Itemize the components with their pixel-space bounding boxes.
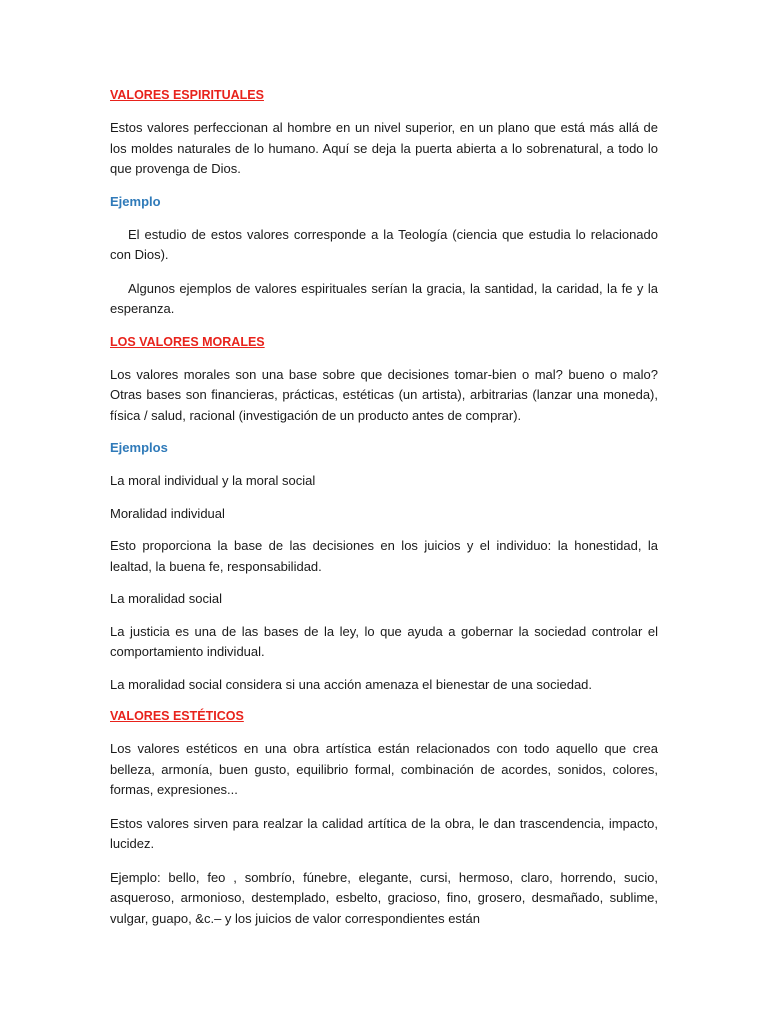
paragraph-espirituales-body: Estos valores perfeccionan al hombre en un nivel superior, en un plano que está más allá de los moldes naturales de lo humano. Aquí se deja la puerta abierta a lo sobrenatural, a todo lo que provenga de Dios. [110, 120, 658, 176]
example-label-morales: Ejemplos [110, 440, 168, 455]
heading-valores-espirituales: VALORES ESPIRITUALES [110, 88, 264, 102]
paragraph-esteticos-1: Los valores estéticos en una obra artística están relacionados con todo aquello que crea belleza, armonía, buen gusto, equilibrio formal, combinación de acordes, sonidos, colores, formas, expresiones... [110, 741, 658, 797]
paragraph-morales-3: Esto proporciona la base de las decisiones en los juicios y el individuo: la honestidad, la lealtad, la buena fe, responsabilidad. [110, 538, 658, 574]
paragraph-morales-1: La moral individual y la moral social [110, 473, 316, 488]
paragraph-espirituales-example-2: Algunos ejemplos de valores espirituales serían la gracia, la santidad, la caridad, la fe y la esperanza. [110, 280, 658, 316]
paragraph-morales-5: La justicia es una de las bases de la ley, lo que ayuda a gobernar la sociedad controlar el comportamiento individual. [110, 623, 658, 659]
paragraph-espirituales-example-1: El estudio de estos valores corresponde a la Teología (ciencia que estudia lo relacionado con Dios). [110, 226, 658, 262]
paragraph-morales-4: La moralidad social [110, 591, 223, 606]
heading-valores-morales: LOS VALORES MORALES [110, 334, 265, 349]
heading-valores-esteticos: VALORES ESTÉTICOS [110, 709, 244, 723]
paragraph-morales-6: La moralidad social considera si una acción amenaza el bienestar de una sociedad. [110, 676, 593, 692]
paragraph-morales-2: Moralidad individual [110, 505, 225, 521]
paragraph-esteticos-2: Estos valores sirven para realzar la calidad artítica de la obra, le dan trascendencia, impacto, lucidez. [110, 815, 658, 851]
document-page [110, 86, 658, 942]
paragraph-morales-body: Los valores morales son una base sobre que decisiones tomar-bien o mal? bueno o malo? Otras bases son financieras, prácticas, estéticas (un artista), arbitrarias (lanzar una moneda), física / salud, racional (investigación de un producto antes de comprar). [110, 366, 658, 423]
example-label-espirituales: Ejemplo [110, 193, 161, 209]
paragraph-esteticos-3: Ejemplo: bello, feo , sombrío, fúnebre, elegante, cursi, hermoso, claro, horrendo, sucio, asqueroso, armonioso, destemplado, esbelto, gracioso, fino, grosero, desmañado, sublime, vulgar, guapo, &c.– y los juicios de valor correspondientes están [110, 869, 658, 926]
